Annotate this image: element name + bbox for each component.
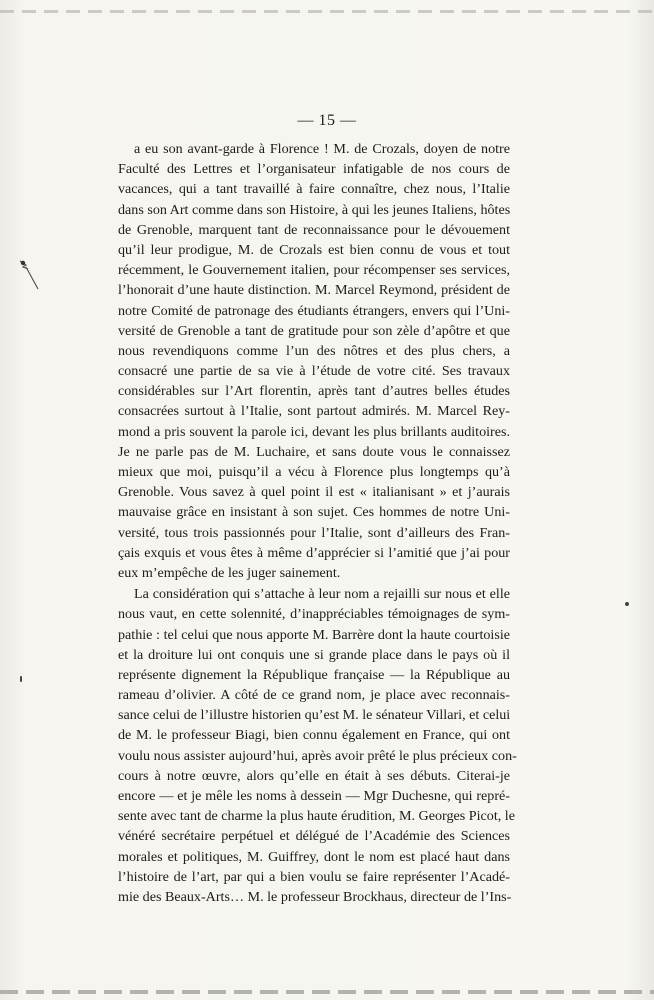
- text-line: Je ne parle pas de M. Luchaire, et sans doute vous le connaissez: [118, 443, 510, 460]
- text-line: considérables sur l’Art florentin, après tant d’autres belles études: [118, 383, 510, 400]
- text-line: et la droiture lui ont conquis une si grande place dans le pays où il: [118, 646, 510, 663]
- text-line: récemment, le Gouvernement italien, pour récompenser ses services,: [118, 262, 510, 279]
- text-line: de M. le professeur Biagi, bien connu également en France, qui ont: [118, 727, 510, 744]
- ink-speck: [20, 676, 22, 682]
- page-number: — 15 —: [297, 112, 357, 129]
- text-line: voulu nous assister aujourd’hui, après avoir prêté le plus précieux con-: [118, 747, 517, 764]
- text-line: a eu son avant-garde à Florence ! M. de Crozals, doyen de notre: [134, 141, 510, 157]
- text-line: encore — et je mêle les noms à dessein — Mgr Duchesne, qui repré-: [118, 788, 510, 804]
- text-line: sente avec tant de charme la plus haute érudition, M. Georges Picot, le: [118, 808, 515, 825]
- top-edge-rule: [0, 10, 654, 13]
- text-line: mond a pris souvent la parole ici, devant les plus brillants auditoires.: [118, 423, 510, 440]
- text-line: représente dignement la République française — la République au: [118, 666, 510, 683]
- text-line: l’honorait d’une haute distinction. M. Marcel Reymond, président de: [118, 282, 510, 299]
- text-line: vénéré secrétaire perpétuel et délégué de l’Académie des Sciences: [118, 828, 510, 845]
- text-line: nous vaut, en cette solennité, d’inappréciables témoignages de sym-: [118, 606, 510, 623]
- text-line: morales et politiques, M. Guiffrey, dont le nom est placé haut dans: [118, 848, 510, 865]
- bottom-edge-rule: [0, 990, 654, 994]
- text-line: de Grenoble, marquent tant de reconnaissance pour le dévouement: [118, 221, 510, 238]
- text-line: versité, tous trois passionnés pour l’Italie, sont d’ailleurs des Fran-: [118, 524, 510, 541]
- margin-ink-mark-icon: [16, 255, 42, 295]
- text-line: mie des Beaux-Arts… M. le professeur Brockhaus, directeur de l’Ins-: [118, 888, 512, 905]
- text-line: sance celui de l’illustre historien qu’est M. le sénateur Villari, et celui: [118, 707, 511, 724]
- text-line: l’histoire de l’art, par qui a bien voulu se faire représenter l’Acadé-: [118, 868, 510, 885]
- ink-speck: [625, 602, 629, 606]
- text-line: mieux que moi, puisqu’il a vécu à Florence plus longtemps qu’à: [118, 464, 510, 480]
- text-line: consacré une partie de sa vie à l’étude de votre cité. Ses travaux: [118, 363, 510, 380]
- text-line: La considération qui s’attache à leur nom a rejailli sur nous et elle: [134, 586, 510, 603]
- text-line: notre Comité de patronage des étudiants étrangers, envers qui l’Uni-: [118, 302, 510, 319]
- text-line: rameau d’olivier. A côté de ce grand nom, je place avec reconnais-: [118, 687, 510, 704]
- text-line: dans son Art comme dans son Histoire, à qui les jeunes Italiens, hôtes: [118, 201, 511, 218]
- text-line: cours à notre œuvre, alors qu’elle en était à ses débuts. Citerai-je: [118, 767, 510, 784]
- text-line: vacances, qui a tant travaillé à faire connaître, chez nous, l’Italie: [118, 181, 510, 198]
- text-line: nous revendiquons comme l’un des nôtres et des plus chers, a: [118, 342, 510, 359]
- body-text: [118, 139, 517, 907]
- text-line: Grenoble. Vous savez à quel point il est « italianisant » et j’aurais: [118, 484, 510, 501]
- text-line: versité de Grenoble a tant de gratitude pour son zèle d’apôtre et que: [118, 322, 510, 339]
- text-line: pathie : tel celui que nous apporte M. Barrère dont la haute courtoisie: [118, 626, 510, 643]
- text-line: qu’il leur prodigue, M. de Crozals est bien connu de vous et tout: [118, 241, 510, 258]
- text-line: çais exquis et vous êtes à même d’apprécier si l’amitié que j’ai pour: [118, 544, 510, 561]
- text-line: consacrées surtout à l’Italie, sont partout admirés. M. Marcel Rey-: [118, 403, 510, 420]
- text-line: mauvaise grâce en insistant à son sujet. Ces hommes de notre Uni-: [118, 504, 510, 521]
- text-line: Faculté des Lettres et l’organisateur infatigable de nos cours de: [118, 161, 510, 178]
- text-line: eux m’empêche de les juger sainement.: [118, 564, 341, 581]
